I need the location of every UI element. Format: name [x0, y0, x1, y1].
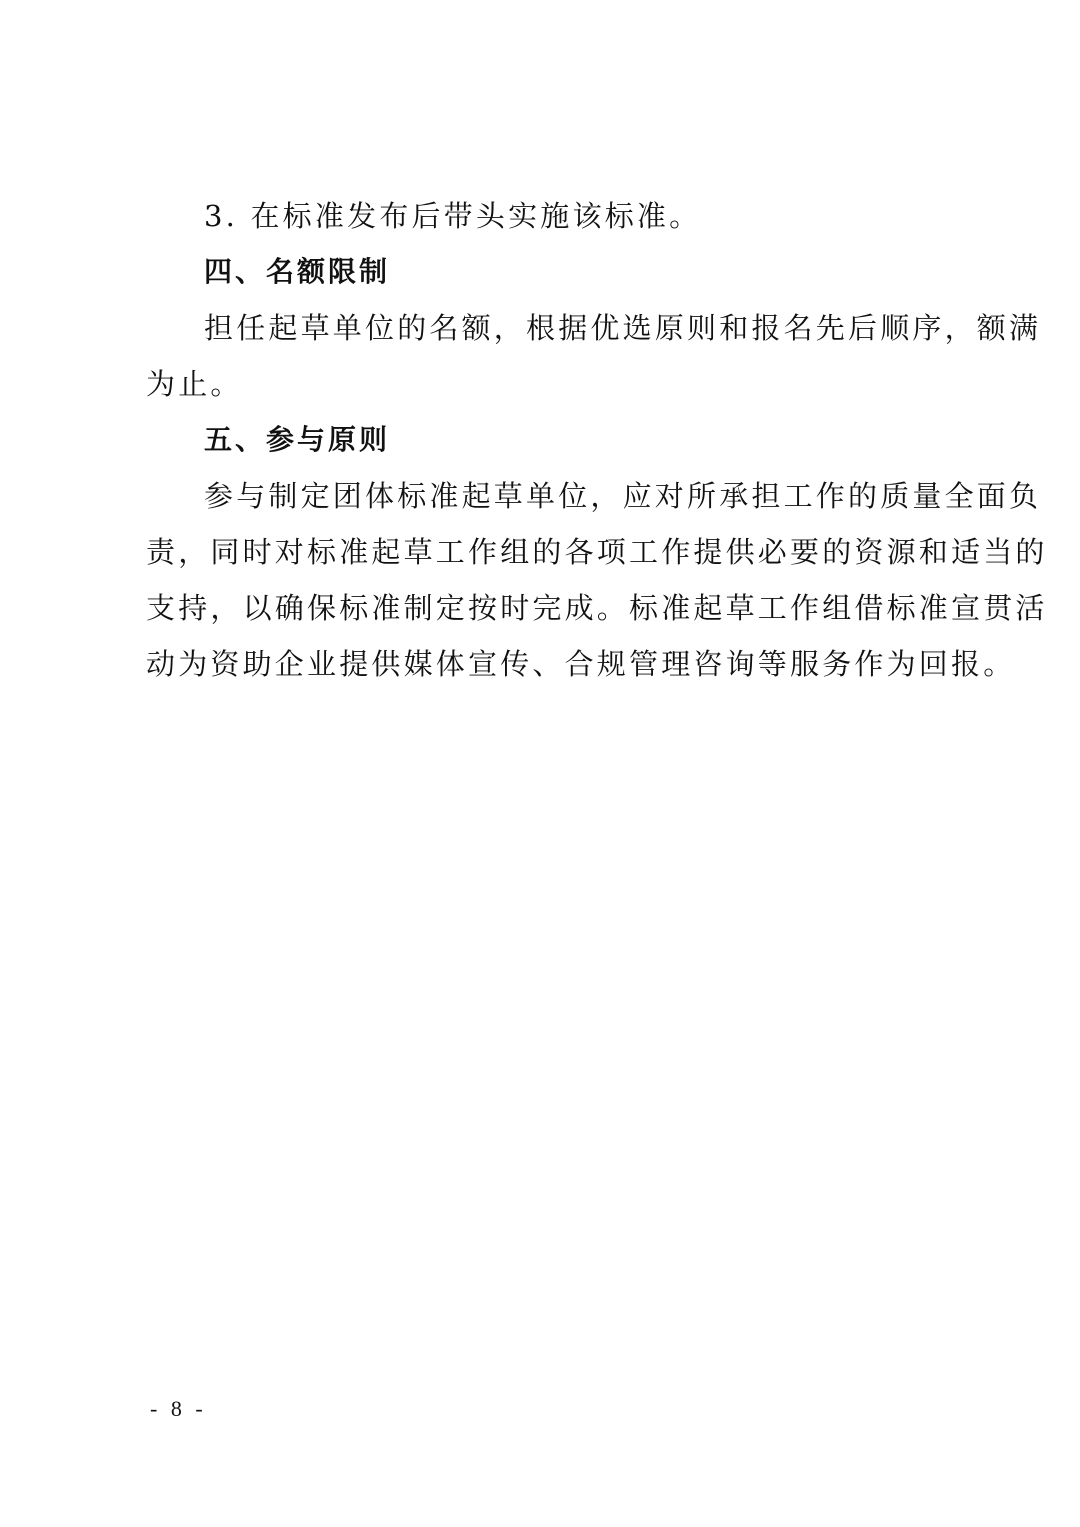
paragraph-line: 参与制定团体标准起草单位，应对所承担工作的质量全面负 [204, 479, 1042, 513]
paragraph-line: 为止。 [146, 367, 243, 401]
paragraph-line: 支持，以确保标准制定按时完成。标准起草工作组借标准宣贯活 [146, 591, 1048, 625]
section-paragraph-participation-principles [146, 468, 1048, 692]
page-number: - 8 - [150, 1396, 207, 1421]
paragraph-line: 责，同时对标准起草工作组的各项工作提供必要的资源和适当的 [146, 535, 1048, 569]
section-heading-participation-principles: 五、参与原则 [204, 423, 391, 456]
document-body [146, 188, 1048, 692]
section-paragraph-quota-limit [146, 300, 1042, 412]
list-item-3: 3. 在标准发布后带头实施该标准。 [204, 199, 702, 233]
paragraph-line: 担任起草单位的名额，根据优选原则和报名先后顺序，额满 [204, 311, 1042, 345]
paragraph-line: 动为资助企业提供媒体宣传、合规管理咨询等服务作为回报。 [146, 647, 1016, 681]
section-heading-quota-limit: 四、名额限制 [204, 255, 391, 288]
